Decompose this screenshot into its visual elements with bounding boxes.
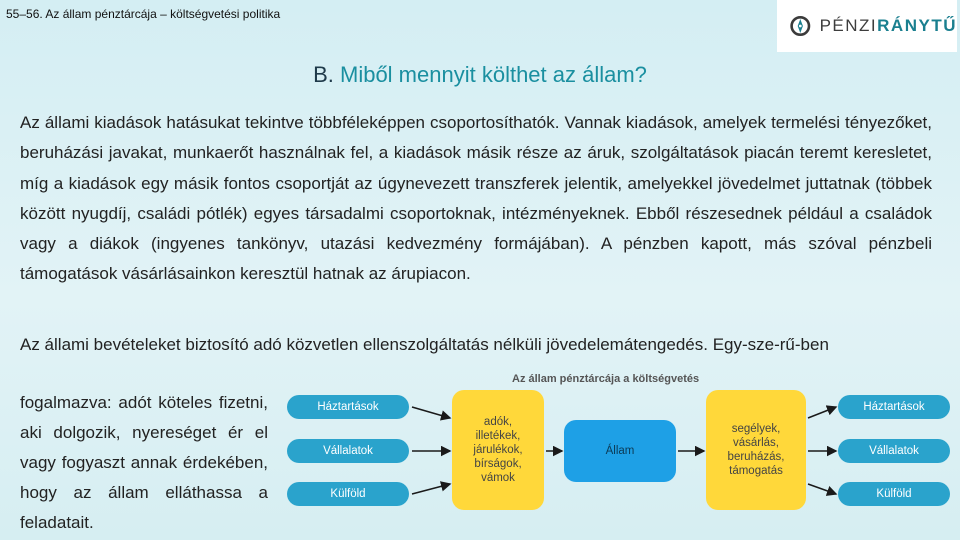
income-block: adók, illetékek, járulékok, bírságok, vámok <box>452 390 544 510</box>
source-companies: Vállalatok <box>287 439 409 463</box>
arrow-households-to-income <box>412 407 450 418</box>
source-households: Háztartások <box>287 395 409 419</box>
arrow-spending-to-abroad <box>808 484 836 494</box>
header-caption: 55–56. Az állam pénztárcája – költségvetési politika <box>6 7 281 21</box>
logo-text-light: PÉNZI <box>819 16 878 35</box>
title-main: Miből mennyit költhet az állam? <box>340 62 647 87</box>
spending-block: segélyek, vásárlás, beruházás, támogatás <box>706 390 806 510</box>
source-abroad: Külföld <box>287 482 409 506</box>
paragraph-taxes-continued: fogalmazva: adót köteles fizetni, aki dolgozik, nyereséget ér el vagy fogyaszt annak érdekében, hogy az állam elláthassa a feladatait. <box>20 393 268 532</box>
paragraph-expenditures: Az állami kiadások hatásukat tekintve többféleképpen csoportosíthatók. Vannak kiadások, amelyek termelési tényezőket, beruházási javakat, munkaerőt használnak fel, a kiadások másik része az áruk, szolgáltatások piacán teremt keresletet, míg a kiadások egy másik fontos csoportját az úgynevezett transzferek jelentik, amelyekkel jövedelmet juttatnak (többek között nyugdíj, családi pótlék) egyes társadalmi csoportoknak, intézményeknek. Ebből részesednek például a családok vagy a diákok (ingyenes tankönyv, utazási kedvezmény formájában). A pénzben kapott, más szóval pénzbeli támogatások vásárlásainkon keresztül hatnak az árupiacon. <box>20 113 932 284</box>
title-prefix: B. <box>313 62 334 87</box>
target-abroad: Külföld <box>838 482 950 506</box>
paragraph-taxes: Az állami bevételeket biztosító adó közvetlen ellenszolgáltatás nélküli jövedelemátengedés. Egy-sze-rű-ben <box>20 335 829 354</box>
logo-text-bold: RÁNYTŰ <box>877 16 957 35</box>
arrow-abroad-to-income <box>412 484 450 494</box>
diagram-title: Az állam pénztárcája a költségvetés <box>512 373 700 385</box>
arrow-spending-to-households <box>808 407 836 418</box>
target-households: Háztartások <box>838 395 950 419</box>
target-companies: Vállalatok <box>838 439 950 463</box>
state-block: Állam <box>564 420 676 482</box>
